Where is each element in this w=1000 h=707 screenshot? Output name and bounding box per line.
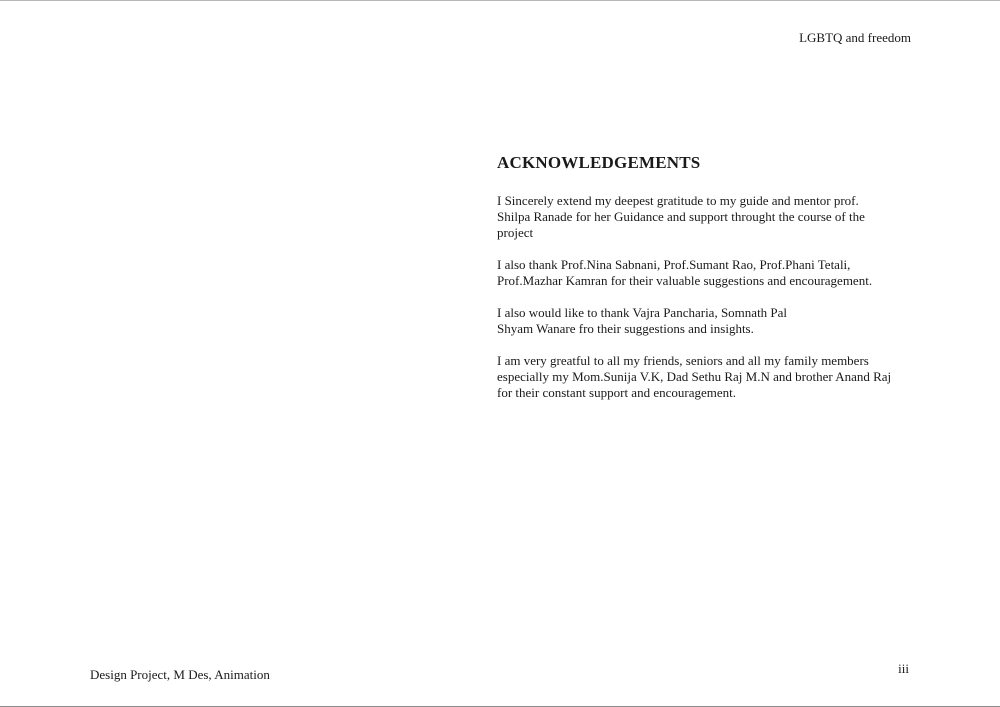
acknowledgements-heading: ACKNOWLEDGEMENTS <box>497 153 701 172</box>
paragraph-line: for their constant support and encouragement. <box>497 385 736 400</box>
paragraph-line: I Sincerely extend my deepest gratitude to my guide and mentor prof. <box>497 193 859 208</box>
paragraph-line: I also would like to thank Vajra Pancharia, Somnath Pal <box>497 305 788 320</box>
paragraph-line: Prof.Mazhar Kamran for their valuable suggestions and encouragement. <box>497 273 873 288</box>
paragraph-line: project <box>497 225 534 240</box>
page-number: iii <box>898 661 909 676</box>
acknowledgements-section <box>497 153 917 417</box>
paragraph-line: I also thank Prof.Nina Sabnani, Prof.Sumant Rao, Prof.Phani Tetali, <box>497 257 851 272</box>
running-header-title: LGBTQ and freedom <box>799 30 911 45</box>
footer-project-label: Design Project, M Des, Animation <box>90 667 270 682</box>
paragraph-thank-family <box>497 353 917 401</box>
paragraph-line: Shilpa Ranade for her Guidance and support throught the course of the <box>497 209 865 224</box>
paragraph-line: I am very greatful to all my friends, seniors and all my family members <box>497 353 869 368</box>
paragraph-line: Shyam Wanare fro their suggestions and insights. <box>497 321 754 336</box>
paragraph-line: especially my Mom.Sunija V.K, Dad Sethu Raj M.N and brother Anand Raj <box>497 369 892 384</box>
paragraph-thank-professors <box>497 257 917 289</box>
paragraph-gratitude-guide <box>497 193 917 241</box>
paragraph-thank-peers <box>497 305 917 337</box>
